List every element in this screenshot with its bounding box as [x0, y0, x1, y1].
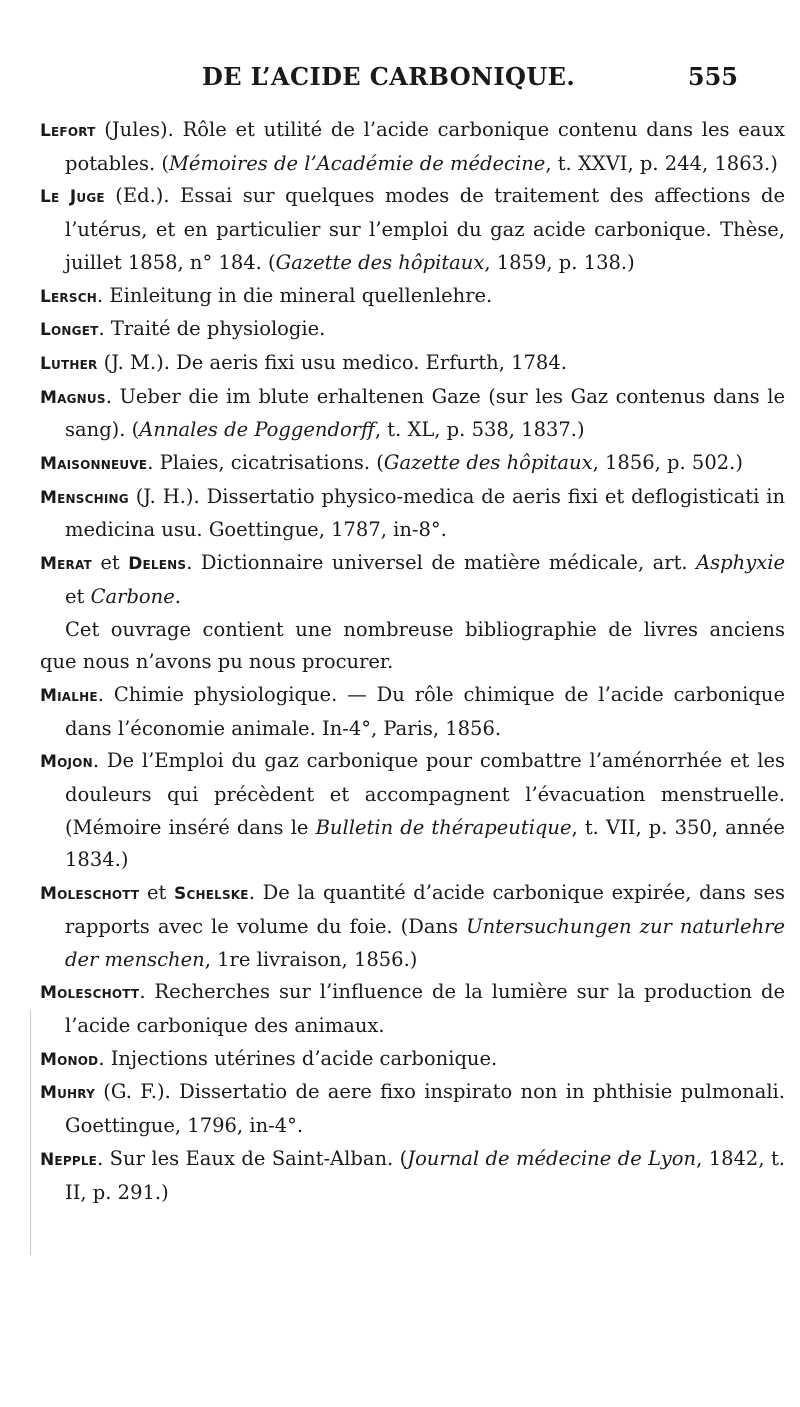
bibliography-entry: [40, 381, 785, 447]
entry-text: .: [174, 584, 181, 608]
entry-author: Lefort: [40, 121, 96, 141]
entry-text: , 1856, p. 502.): [592, 451, 743, 475]
entry-text: . Plaies, cicatrisations. (: [147, 451, 384, 475]
entry-text: (Jules). Rôle et utilité de l’acide carbonique contenu dans les eaux potables. (: [65, 118, 785, 175]
entry-note: [40, 614, 785, 679]
entry-author: Luther: [40, 353, 98, 374]
bibliography-entry: [40, 280, 785, 314]
entry-text: Cet ouvrage contient une nombreuse bibliographie de livres anciens que nous n’avons pu nous procurer.: [40, 617, 785, 674]
bibliography-entry: [40, 1043, 785, 1077]
entry-text: , 1859, p. 138.): [484, 250, 635, 274]
entry-text: (J. H.). Dissertatio physico-medica de aeris fixi et deflogisticati in medicina usu. Goettingue, 1787, in-8°.: [65, 484, 785, 542]
entry-author: Longet: [40, 320, 99, 341]
entry-author: Mialhe: [40, 685, 98, 706]
entry-author: Mensching: [40, 487, 129, 508]
running-head: [110, 62, 750, 92]
entry-text: . Ueber die im blute erhaltenen Gaze (sur les Gaz contenus dans le sang). (: [65, 384, 785, 442]
entry-text: , 1842, t. II, p. 291.): [65, 1146, 785, 1204]
margin-rule: [30, 1010, 31, 1255]
entry-text: . Dictionnaire universel de matière médicale, art.: [186, 551, 697, 575]
entry-text: . Injections utérines d’acide carbonique.: [98, 1046, 498, 1070]
bibliography-entry: [40, 1143, 785, 1209]
entry-author: Muhry: [40, 1083, 95, 1104]
entry-text: (J. M.). De aeris fixi usu medico. Erfurth, 1784.: [97, 350, 567, 374]
entry-title-italic: Gazette des hôpitaux: [383, 451, 593, 475]
entry-coauthor: Schelske: [174, 884, 249, 905]
entry-author: Moleschott: [40, 983, 140, 1004]
entry-text: et: [65, 584, 91, 608]
entry-title-italic: Gazette des hôpitaux: [275, 250, 485, 274]
bibliography-entry: [40, 114, 785, 180]
entry-author: Maisonneuve: [40, 454, 148, 475]
bibliography-entry: [40, 481, 785, 547]
bibliography-entry: [40, 745, 785, 877]
entry-title-italic: Carbone: [90, 584, 175, 608]
entry-text: . Traité de physiologie.: [98, 317, 326, 341]
bibliography-entry: [40, 313, 785, 347]
entry-author: Lersch: [40, 286, 97, 307]
entry-author: Nepple: [40, 1149, 98, 1170]
bibliography-entry: [40, 679, 785, 745]
entry-text: , t. XL, p. 538, 1837.): [374, 418, 585, 442]
entry-author: Merat: [40, 554, 92, 575]
entry-author: Monod: [40, 1049, 99, 1070]
entry-text: . Chimie physiologique. — Du rôle chimique de l’acide carbonique dans l’économie animale. In-4°, Paris, 1856.: [65, 682, 785, 740]
entry-text: . De l’Emploi du gaz carbonique pour combattre l’aménorrhée et les douleurs qui précèdent et accompagnent l’évacuation menstruelle. (Mémoire inséré dans le: [65, 749, 785, 839]
bibliography-list: [40, 114, 785, 1209]
bibliography-entry: [40, 1076, 785, 1142]
author-joiner: et: [91, 551, 129, 575]
entry-text: . Einleitung in die mineral quellenlehre.: [96, 283, 493, 307]
entry-author: Le Juge: [40, 187, 105, 208]
bibliography-entry: [40, 547, 785, 613]
entry-title-italic: Annales de Poggendorff: [139, 418, 375, 442]
entry-text: . Sur les Eaux de Saint-Alban. (: [97, 1146, 408, 1170]
bibliography-entry: [40, 447, 785, 481]
entry-text: (G. F.). Dissertatio de aere fixo inspirato non in phthisie pulmonali. Goettingue, 1796, in-4°.: [65, 1080, 785, 1138]
bibliography-entry: [40, 180, 785, 279]
author-joiner: et: [139, 881, 175, 905]
page-number: 555: [687, 62, 738, 91]
bibliography-entry: [40, 347, 785, 381]
entry-text: (Ed.). Essai sur quelques modes de traitement des affections de l’utérus, et en particulier sur l’emploi du gaz acide carbonique. Thèse, juillet 1858, n° 184. (: [65, 184, 786, 274]
entry-text: , t. XXVI, p. 244, 1863.): [545, 151, 778, 175]
entry-title-italic: Untersuchungen zur naturlehre der menschen: [65, 914, 785, 971]
running-title: DE L’ACIDE CARBONIQUE.: [202, 62, 576, 91]
entry-title-italic: Mémoires de l’Académie de médecine: [168, 151, 546, 175]
entry-text: , 1re livraison, 1856.): [204, 947, 418, 971]
entry-author: Mojon: [40, 752, 93, 773]
entry-text: . De la quantité d’acide carbonique expirée, dans ses rapports avec le volume du foie. (Dans: [65, 881, 785, 938]
entry-title-italic: Bulletin de thérapeutique: [315, 815, 572, 839]
bibliography-entry: [40, 877, 785, 976]
entry-title-italic: Journal de médecine de Lyon: [407, 1146, 697, 1170]
entry-text: , t. VII, p. 350, année 1834.): [65, 815, 785, 872]
entry-coauthor: Delens: [128, 554, 187, 575]
entry-author: Moleschott: [40, 884, 140, 905]
entry-text: . Recherches sur l’influence de la lumière sur la production de l’acide carbonique des animaux.: [65, 980, 785, 1037]
bibliography-entry: [40, 976, 785, 1042]
entry-author: Magnus: [40, 387, 106, 408]
entry-title-italic: Asphyxie: [696, 551, 785, 575]
